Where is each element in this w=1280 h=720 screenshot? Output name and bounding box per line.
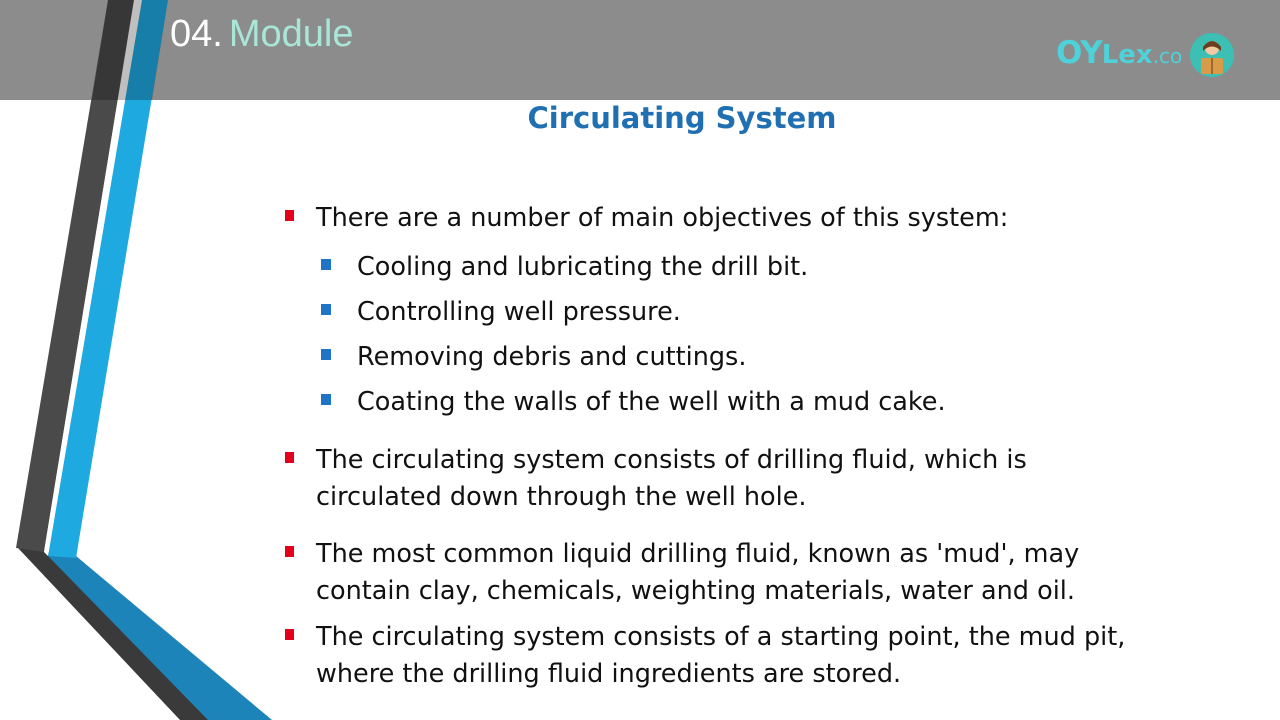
- red-square-bullet-icon: [285, 629, 294, 640]
- blue-square-bullet-icon: [321, 304, 331, 315]
- slide-title: Circulating System: [527, 101, 837, 135]
- blue-square-bullet-icon: [321, 259, 331, 270]
- red-square-bullet-icon: [285, 210, 294, 221]
- module-number: 04.: [170, 13, 223, 55]
- bullet-text-line: The circulating system consists of drilling fluid, which is: [316, 445, 1027, 475]
- red-square-bullet-icon: [285, 452, 294, 463]
- bullet-text-line: The circulating system consists of a starting point, the mud pit,: [316, 622, 1126, 652]
- oylex-logo[interactable]: [1056, 30, 1234, 80]
- sub-item-text: Coating the walls of the well with a mud cake.: [357, 387, 946, 417]
- bullet-text: There are a number of main objectives of this system:: [316, 203, 1009, 233]
- logo-wordmark: OYLex.co: [1056, 34, 1183, 71]
- sub-item-text: Controlling well pressure.: [357, 297, 681, 327]
- bullet-text-line: circulated down through the well hole.: [316, 482, 807, 512]
- module-word: Module: [228, 13, 354, 55]
- blue-square-bullet-icon: [321, 394, 331, 405]
- module-label: [170, 12, 353, 56]
- bullet-text-line: where the drilling fluid ingredients are stored.: [316, 659, 902, 689]
- bullet-text-line: contain clay, chemicals, weighting materials, water and oil.: [316, 576, 1075, 606]
- red-square-bullet-icon: [285, 546, 294, 557]
- blue-square-bullet-icon: [321, 349, 331, 360]
- sub-item-text: Removing debris and cuttings.: [357, 342, 747, 372]
- sub-item-text: Cooling and lubricating the drill bit.: [357, 252, 809, 282]
- bullet-text-line: The most common liquid drilling fluid, known as 'mud', may: [316, 539, 1080, 569]
- reader-avatar-icon: [1190, 33, 1234, 77]
